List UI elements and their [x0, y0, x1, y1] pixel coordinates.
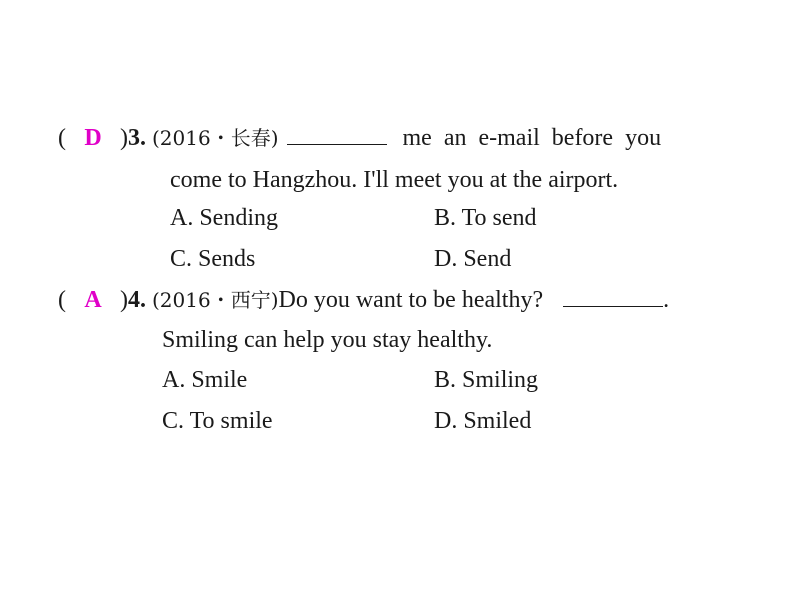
q3-blank — [287, 124, 387, 145]
q4-option-b: B. Smiling — [434, 367, 539, 393]
q3-answer: D — [84, 125, 102, 151]
q3-option-d: D. Send — [434, 246, 512, 272]
q3-stem-after-blank: me an e-mail before you — [402, 125, 662, 151]
q4-blank — [563, 286, 663, 307]
q3-open-paren: ( — [58, 125, 66, 151]
q4-option-c: C. To smile — [162, 408, 273, 434]
q3-option-a: A. Sending — [170, 205, 278, 231]
q3-number: 3. — [128, 125, 146, 151]
q4-stem-after-blank: . — [663, 287, 670, 313]
question-3-line-2: come to Hangzhou. I'll meet you at the airport. — [170, 167, 619, 193]
q3-option-b: B. To send — [434, 205, 537, 231]
question-4-line-2: Smiling can help you stay healthy. — [162, 327, 493, 353]
question-3-line-1 — [58, 124, 661, 152]
q4-number: 4. — [128, 287, 146, 313]
q4-stem-before-blank: Do you want to be healthy? — [278, 287, 544, 313]
q4-open-paren: ( — [58, 287, 66, 313]
q4-option-d: D. Smiled — [434, 408, 532, 434]
q3-source: (2016・长春) — [152, 126, 279, 150]
q3-close-paren: ) — [120, 125, 128, 151]
q4-close-paren: ) — [120, 287, 128, 313]
q3-option-c: C. Sends — [170, 246, 256, 272]
q4-answer: A — [84, 287, 102, 313]
question-4-line-1 — [58, 286, 669, 314]
q4-option-a: A. Smile — [162, 367, 248, 393]
q4-source: (2016・西宁) — [152, 288, 279, 312]
